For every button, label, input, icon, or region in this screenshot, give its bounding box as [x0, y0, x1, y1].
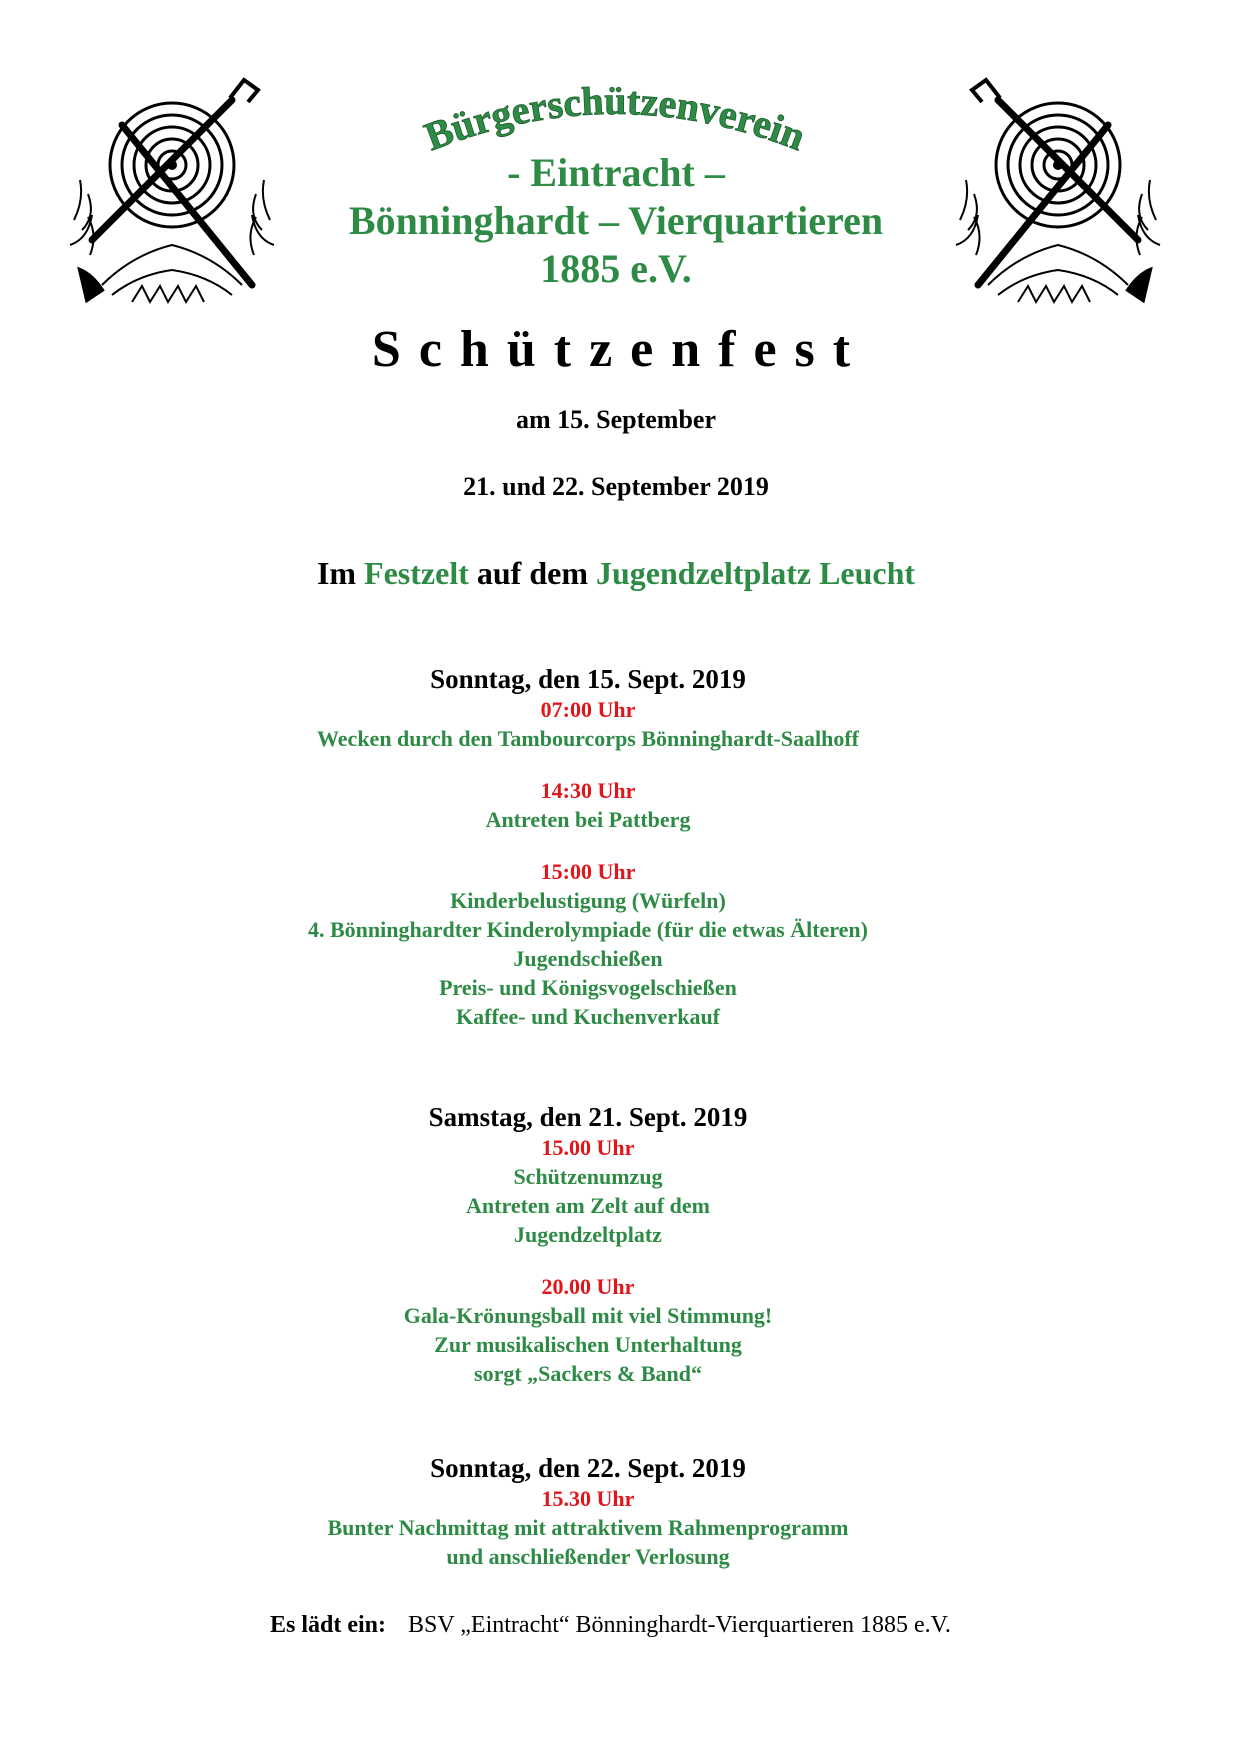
- location-part-1: Im: [316, 555, 365, 591]
- schedule-day-2: [0, 1100, 1176, 1388]
- event-desc: sorgt „Sackers & Band“: [474, 1361, 702, 1386]
- day-heading: Sonntag, den 15. Sept. 2019: [430, 664, 746, 694]
- event-time: 07:00 Uhr: [540, 697, 636, 722]
- club-line-year: 1885 e.V.: [540, 246, 692, 291]
- event-desc: Antreten bei Pattberg: [485, 807, 691, 832]
- event-desc: Bunter Nachmittag mit attraktivem Rahmenprogramm: [327, 1515, 849, 1540]
- day-heading: Sonntag, den 22. Sept. 2019: [430, 1453, 746, 1483]
- location-part-3: auf dem: [468, 555, 596, 591]
- event-desc: Kinderbelustigung (Würfeln): [450, 888, 726, 913]
- date-line-2: 21. und 22. September 2019: [463, 472, 769, 501]
- footer-organization: BSV „Eintracht“ Bönninghardt-Vierquartieren 1885 e.V.: [408, 1612, 951, 1638]
- svg-text:Bürgerschützenverein: [419, 78, 812, 159]
- schedule-day-3: [0, 1451, 1176, 1571]
- event-desc: 4. Bönninghardter Kinderolympiade (für die etwas Älteren): [308, 917, 868, 942]
- event-desc: Zur musikalischen Unterhaltung: [434, 1332, 742, 1357]
- event-desc: Antreten am Zelt auf dem: [466, 1193, 710, 1218]
- page-title: Schützenfest: [371, 321, 869, 378]
- event-time: 14:30 Uhr: [540, 778, 636, 803]
- event-desc: Schützenumzug: [513, 1164, 663, 1189]
- location-jugendzeltplatz: Jugendzeltplatz Leucht: [595, 555, 916, 591]
- event-desc: Jugendzeltplatz: [514, 1222, 662, 1247]
- location-festzelt: Festzelt: [364, 555, 469, 591]
- event-time: 15.30 Uhr: [541, 1486, 635, 1511]
- schedule-day-1: [0, 662, 1176, 1031]
- day-heading: Samstag, den 21. Sept. 2019: [428, 1102, 748, 1132]
- event-desc: und anschließender Verlosung: [446, 1544, 730, 1569]
- event-desc: Preis- und Königsvogelschießen: [439, 975, 737, 1000]
- footer-label: Es lädt ein:: [270, 1612, 387, 1638]
- event-desc: Gala-Krönungsball mit viel Stimmung!: [403, 1303, 773, 1328]
- event-desc: Wecken durch den Tambourcorps Bönninghardt-Saalhoff: [317, 726, 859, 751]
- event-time: 20.00 Uhr: [541, 1274, 635, 1299]
- event-desc: Kaffee- und Kuchenverkauf: [456, 1004, 720, 1029]
- club-line-place: Bönninghardt – Vierquartieren: [348, 198, 884, 243]
- arc-text: Bürgerschützenverein: [418, 78, 812, 160]
- event-time: 15:00 Uhr: [540, 859, 636, 884]
- club-line-eintracht: - Eintracht –: [507, 150, 725, 195]
- date-line-1: am 15. September: [515, 405, 716, 434]
- event-time: 15.00 Uhr: [541, 1135, 635, 1160]
- invitation-footer: [270, 1612, 951, 1639]
- location-line: [0, 555, 1236, 592]
- event-desc: Jugendschießen: [513, 946, 663, 971]
